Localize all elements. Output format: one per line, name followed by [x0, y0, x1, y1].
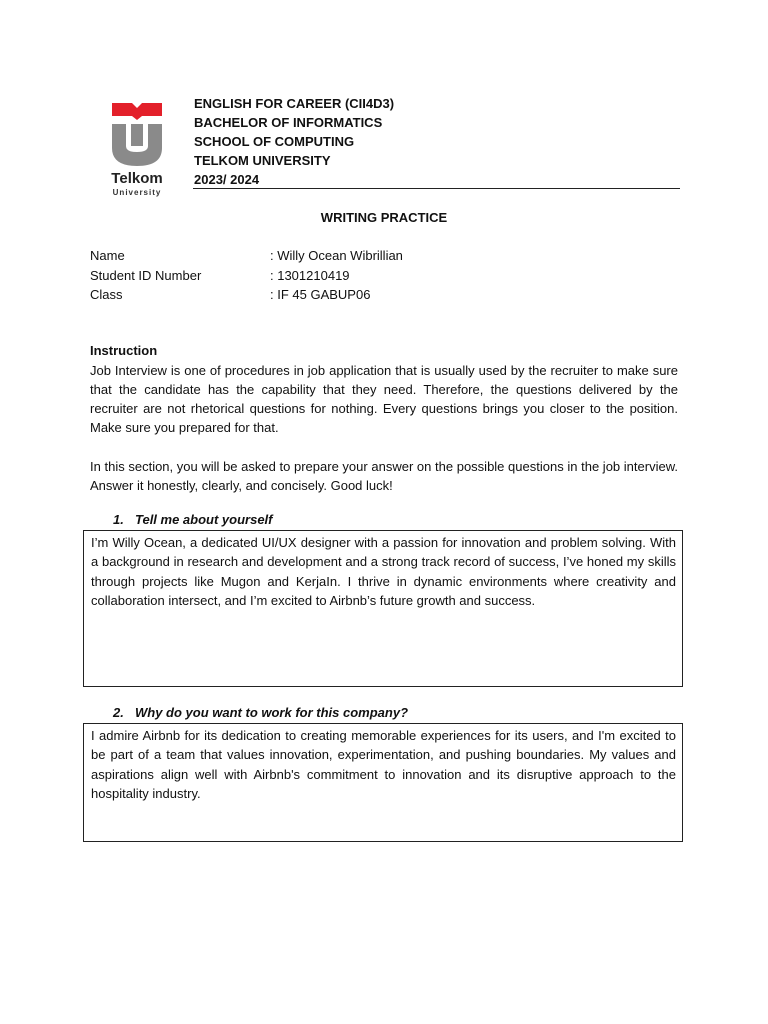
page-title: WRITING PRACTICE: [320, 210, 448, 225]
question-1: [113, 512, 273, 527]
header-program: BACHELOR OF INFORMATICS: [194, 115, 383, 130]
answer-text: I’m Willy Ocean, a dedicated UI/UX designer with a passion for innovation and problem solving. With a background in research and development and a strong track record of success, I’ve honed my skills through projects like Mugon and KerjaIn. I thrive in dynamic environments where creativity and collaboration intersect, and I’m excited to Airbnb’s future growth and success.: [91, 535, 676, 608]
logo-subtext: University: [112, 188, 162, 197]
header-university: TELKOM UNIVERSITY: [194, 153, 331, 168]
class-label: Class: [90, 287, 123, 302]
course-header: [194, 94, 680, 189]
instruction-paragraph: In this section, you will be asked to prepare your answer on the possible questions in the job interview. Answer it honestly, clearly, and concisely. Good luck!: [90, 458, 678, 493]
answer-text: I admire Airbnb for its dedication to creating memorable experiences for its users, and I'm excited to be part of a team that values innovation, experimentation, and pushing boundaries. My values and aspirations align well with Airbnb's commitment to innovation and its disruptive approach to the hospitality industry.: [91, 728, 676, 801]
telkom-emblem-icon: [104, 100, 170, 170]
student-id-value: : 1301210419: [270, 267, 350, 283]
instruction-paragraph: Job Interview is one of procedures in job application that is usually used by the recruiter to make sure that the candidate has the capability that they need. Therefore, the questions delivered by the recruiter are not rhetorical questions for nothing. Every questions brings you closer to the position. Make sure you prepared for that.: [90, 362, 678, 436]
class-value: : IF 45 GABUP06: [270, 287, 371, 302]
question-number: 2.: [113, 705, 124, 720]
telkom-university-logo: [104, 100, 174, 200]
question-number: 1.: [113, 512, 124, 527]
name-label: Name: [90, 248, 125, 263]
student-id-label: Student ID Number: [90, 267, 202, 283]
header-course: ENGLISH FOR CAREER (CII4D3): [194, 96, 395, 111]
header-school: SCHOOL OF COMPUTING: [194, 134, 355, 149]
question-text: Tell me about yourself: [135, 512, 273, 527]
header-divider: [193, 188, 680, 189]
info-row-student-id: [90, 266, 590, 286]
question-text: Why do you want to work for this company?: [135, 705, 409, 720]
header-year: 2023/ 2024: [194, 172, 260, 187]
info-row-name: [90, 246, 590, 266]
logo-wordmark: Telkom: [111, 170, 163, 187]
instruction-heading: Instruction: [90, 343, 158, 358]
name-value: : Willy Ocean Wibrillian: [270, 248, 403, 263]
question-2: [113, 705, 408, 720]
answer-box-2[interactable]: [83, 723, 683, 842]
student-info: [90, 246, 590, 305]
answer-box-1[interactable]: [83, 530, 683, 687]
info-row-class: [90, 285, 590, 305]
instruction-section: [90, 341, 678, 495]
